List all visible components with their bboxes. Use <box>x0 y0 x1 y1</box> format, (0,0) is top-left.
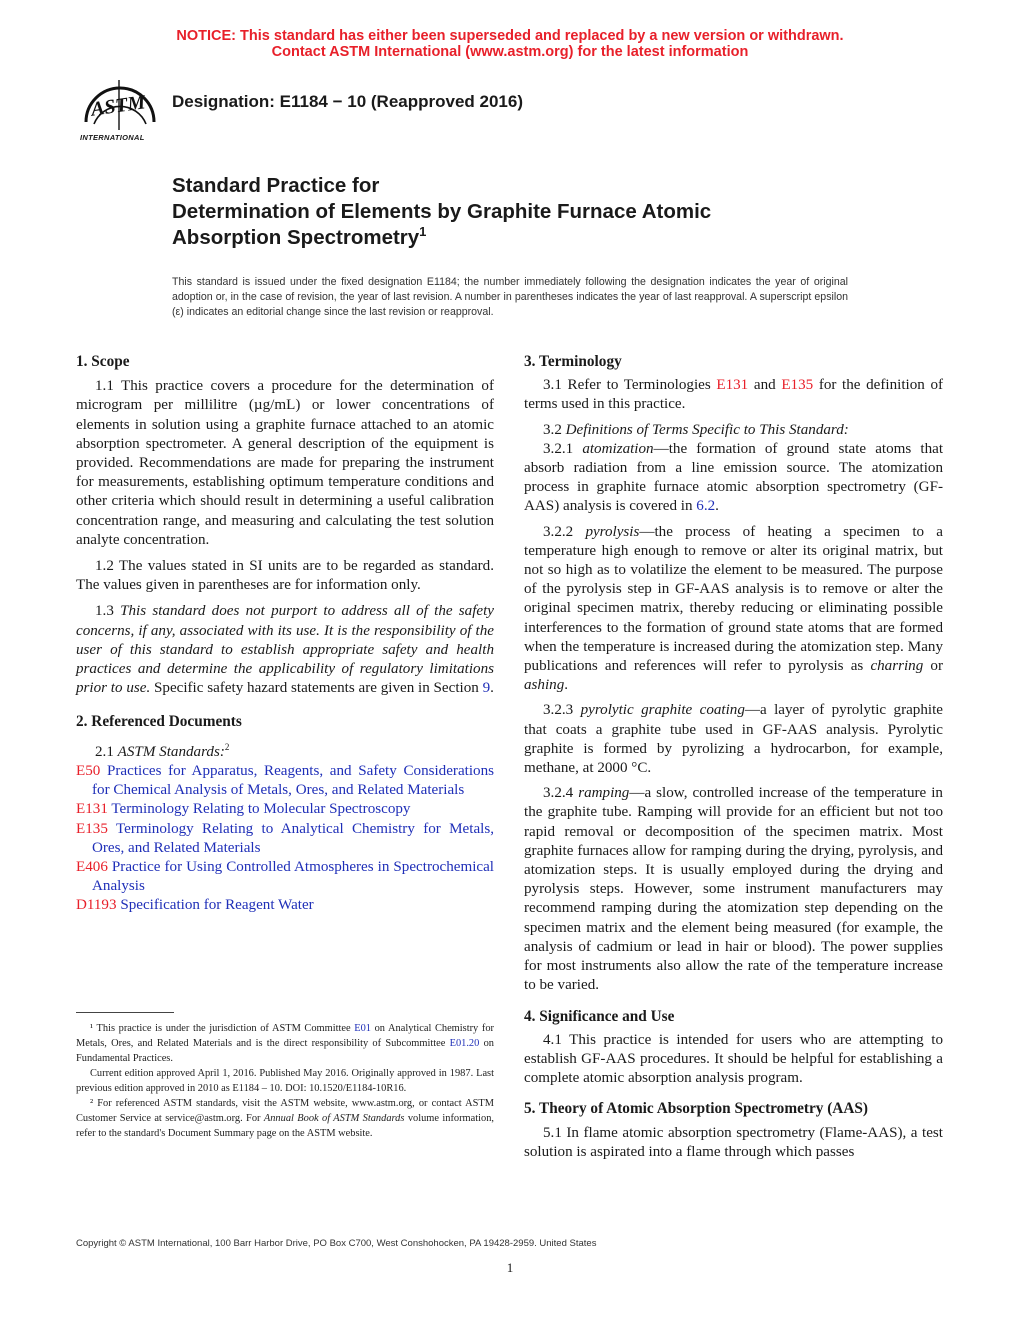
e135-link[interactable]: E135 <box>781 377 814 394</box>
para-3-2-3: 3.2.3 pyrolytic graphite coating—a layer of pyrolytic graphite that coats a graphite tube used in GF-AAS analysis. Pyrolytic graphite is formed by pyrolizing a hydrocarbon, for example, methane, at 2000 °C. <box>524 702 943 777</box>
reference-title-link[interactable]: Practice for Using Controlled Atmospheres in Spectrochemical Analysis <box>92 858 494 895</box>
section-3-heading: 3. Terminology <box>524 353 622 370</box>
para-3-2-1: 3.2.1 atomization—the formation of ground state atoms that absorb radiation from a line emission source. The atomization process in graphite furnace atomic absorption spectrometry (GF-AAS) analysis is covered in 6.2. <box>524 440 944 515</box>
para-2-1: 2.1 ASTM Standards:$^2$ <box>95 741 230 760</box>
section-6-2-link[interactable]: 6.2 <box>696 498 716 515</box>
page-number: 1 <box>506 1260 514 1275</box>
astm-logo-letters: ASTM <box>89 91 147 121</box>
notice-line-2: Contact ASTM International (www.astm.org) for the latest information <box>271 44 749 60</box>
para-1-1: 1.1 This practice covers a procedure for the determination of microgram per millilitre (µg/mL) or lower concentrations of elements in solution using a graphite furnace attached to an atomic absorption spectrometer. A general description of the equipment is provided. Recommendations are made for preparing the instrument for measurements, establishing optimum temperature conditions and other criteria which should result in determining a useful calibration concentration range, and measuring and calculating the test solution analyte concentration. <box>76 378 494 548</box>
reference-title-link[interactable]: Terminology Relating to Analytical Chemistry for Metals, Ores, and Related Materials <box>92 820 494 856</box>
title-footnote-mark: 1 <box>419 224 427 240</box>
reference-item <box>76 858 494 896</box>
reference-item <box>76 820 494 858</box>
committee-e01-link[interactable]: E01 <box>354 1023 371 1034</box>
section-5-heading: 5. Theory of Atomic Absorption Spectrometry (AAS) <box>524 1100 869 1118</box>
para-1-2: 1.2 The values stated in SI units are to be regarded as standard. The values given in parentheses are for information only. <box>76 558 494 594</box>
reference-code-link[interactable]: E131 <box>76 801 108 818</box>
para-3-2-4: 3.2.4 ramping—a slow, controlled increase of the temperature in the graphite tube. Ramping will provide for an efficient but not too rapid removal or decomposition of the specimen matrix. Most graphite furnaces allow for ramping during the drying, pyrolysis, and atomization steps. It is usually employed during the drying and pyrolysis steps. However, some instrument manufacturers may recommend ramping during the atomization step depending on the specimen matrix and the element being measured (for example, the analysis of cadmium or lead in hair or blood). The power supplies for most instruments also allow the rate of the temperature increase to be varied. <box>524 785 943 994</box>
para-3-2: 3.2 Definitions of Terms Specific to This Standard: <box>543 421 849 438</box>
designation: Designation: E1184 − 10 (Reapproved 2016) <box>172 92 524 111</box>
reference-item <box>76 896 494 915</box>
reference-title-link[interactable]: Terminology Relating to Molecular Spectroscopy <box>111 801 411 818</box>
reference-code-link[interactable]: D1193 <box>76 897 117 914</box>
preface: This standard is issued under the fixed designation E1184; the number immediately following the designation indicates the year of original adoption or, in the case of revision, the year of last revision. A number in parentheses indicates the year of last reapproval. A superscript epsilon (ε) indicates an editorial change since the last revision or reapproval. <box>172 276 848 318</box>
title-line-3: Absorption Spectrometry$^1$ <box>172 224 427 249</box>
notice-line-1: NOTICE: This standard has either been superseded and replaced by a new version or withdrawn. <box>176 28 844 44</box>
title-line-2: Determination of Elements by Graphite Furnace Atomic <box>172 200 712 223</box>
reference-code-link[interactable]: E135 <box>76 820 108 837</box>
para-1-3: 1.3 This standard does not purport to address all of the safety concerns, if any, associated with its use. It is the responsibility of the user of this standard to establish appropriate safety and health practices and determine the applicability of regulatory limitations prior to use. Specific safety hazard statements are given in Section 9. <box>76 603 495 697</box>
para-5-1: 5.1 In flame atomic absorption spectrometry (Flame-AAS), a test solution is aspirated into a flame through which passes <box>524 1124 943 1160</box>
section-9-link[interactable]: 9 <box>482 680 491 697</box>
section-2-heading: 2. Referenced Documents <box>76 713 242 731</box>
footnote-1-edition: Current edition approved April 1, 2016. Published May 2016. Originally approved in 1987. Last previous edition approved in 2010 as E1184 – 10. DOI: 10.1520/E1184-10R16. <box>76 1068 494 1094</box>
subcommittee-e01-20-link[interactable]: E01.20 <box>449 1038 480 1049</box>
astm-logo-text: INTERNATIONAL <box>80 133 145 142</box>
reference-title-link[interactable]: Specification for Reagent Water <box>120 897 314 914</box>
right-column <box>524 352 943 1162</box>
e131-link[interactable]: E131 <box>716 377 749 394</box>
reference-item <box>76 800 494 819</box>
para-3-1: 3.1 Refer to Terminologies E131 and E135 for the definition of terms used in this practice. <box>524 377 944 413</box>
footnotes <box>76 1021 494 1141</box>
para-4-1: 4.1 This practice is intended for users who are attempting to establish GF-AAS procedures. It should be helpful for establishing a complete atomic absorption analysis program. <box>524 1031 943 1087</box>
reference-item <box>76 762 494 800</box>
section-4-heading: 4. Significance and Use <box>524 1007 675 1025</box>
footnote-rule <box>76 1012 174 1013</box>
left-column <box>76 352 494 916</box>
para-3-2-2: 3.2.2 pyrolysis—the process of heating a specimen to a temperature high enough to remove or alter its original matrix, but not so high as to volatilize the element to be measured. The purpose of the pyrolysis step in GF-AAS analysis is to remove or alter the original specimen matrix, thereby reducing or eliminating possible interferences to the formation of ground state atoms that are formed when the temperature is increased during the atomization step. Many publications and references will refer to pyrolysis as charring or ashing. <box>524 523 943 694</box>
referenced-standards-list <box>76 762 494 916</box>
astm-logo <box>76 72 162 134</box>
reference-code-link[interactable]: E50 <box>76 762 101 779</box>
footnote-1: ¹ This practice is under the jurisdiction of ASTM Committee E01 on Analytical Chemistry for Metals, Ores, and Related Materials and is the direct responsibility of Subcommittee E01.20 on Fundamental Practices. <box>76 1023 494 1064</box>
reference-code-link[interactable]: E406 <box>76 858 108 875</box>
reference-title-link[interactable]: Practices for Apparatus, Reagents, and Safety Considerations for Chemical Analysis of Metals, Ores, and Related Materials <box>92 762 495 799</box>
footnote-2: ² For referenced ASTM standards, visit the ASTM website, www.astm.org, or contact ASTM Customer Service at service@astm.org. For Annual Book of ASTM Standards volume information, refer to the standard's Document Summary page on the ASTM website. <box>76 1098 495 1139</box>
title-line-1: Standard Practice for <box>172 174 380 197</box>
copyright: Copyright © ASTM International, 100 Barr Harbor Drive, PO Box C700, West Conshohocken, PA 19428-2959. United States <box>76 1238 597 1249</box>
section-1-heading: 1. Scope <box>76 353 130 370</box>
